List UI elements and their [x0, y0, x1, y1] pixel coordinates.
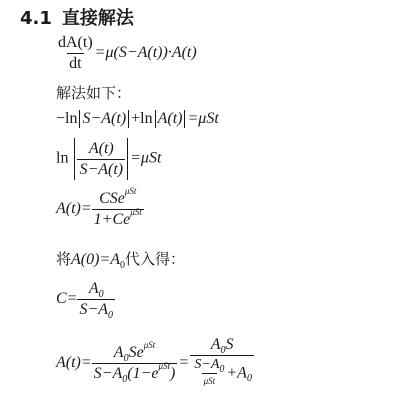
c-num-sub: 0 [98, 289, 104, 300]
sol-fraction [92, 186, 144, 228]
final1-num-tail: Se [128, 344, 144, 362]
ode-equation [56, 34, 197, 72]
final2-inner-fraction [192, 357, 226, 391]
c-fraction [77, 280, 115, 321]
log2-den: S−A(t) [79, 160, 124, 178]
section-heading [20, 4, 134, 30]
log1-mid: +ln [131, 110, 153, 127]
final1-den-exp: μSt [158, 360, 171, 371]
final1-fraction [92, 340, 178, 385]
log1-arg1: S−A(t) [82, 110, 127, 127]
c-den-sub: 0 [108, 309, 114, 321]
log1-left: −ln [56, 110, 78, 127]
ode-rhs: =μ(S−A(t))·A(t) [94, 43, 197, 61]
c-lhs: C= [56, 289, 78, 307]
final2-num: A [210, 336, 221, 353]
constant-c [56, 280, 115, 321]
final-eq: = [179, 353, 189, 371]
ode-lhs-num: dA(t) [58, 34, 93, 51]
log1-rhs: =μSt [187, 110, 219, 127]
abs-bar [127, 138, 128, 180]
final2-den-tail: +A [226, 364, 247, 382]
final1-den-close: ) [170, 364, 176, 382]
final1-num: A [113, 344, 124, 362]
final2-num-tail: S [225, 336, 234, 353]
final1-den: S−A [93, 364, 123, 382]
substitution-post: 代入得： [125, 250, 186, 268]
final2-den-num-sub: 0 [219, 363, 225, 375]
c-num: A [88, 280, 99, 297]
abs-bar [155, 110, 156, 128]
final-lhs: A(t)= [56, 353, 92, 371]
c-den: S−A [79, 300, 109, 318]
substitution-text [56, 248, 185, 269]
log2-num: A(t) [88, 139, 114, 157]
abs-bar [184, 110, 185, 128]
final1-den-tail: (1−e [127, 364, 159, 382]
substitution-cond: A(0)=A [71, 251, 121, 268]
log2-ln: ln [56, 149, 69, 167]
final1-num-sub: 0 [123, 353, 129, 365]
final2-den-tail-sub: 0 [246, 373, 252, 385]
sol-den-exp: μSt [130, 206, 142, 217]
log2-rhs: =μSt [130, 149, 162, 167]
log2-fraction [77, 140, 125, 178]
sol-lhs: A(t)= [56, 199, 92, 217]
sol-den: 1+Ce [93, 210, 131, 228]
substitution-sub: 0 [120, 260, 126, 271]
final-solution [56, 336, 254, 390]
final2-den-exp: μSt [203, 375, 216, 386]
section-number: 4.1 [20, 8, 52, 29]
final1-den-sub: 0 [122, 373, 128, 385]
ode-lhs-den: dt [69, 54, 82, 72]
sol-num-exp: μSt [124, 186, 137, 196]
abs-bar [74, 138, 75, 180]
abs-bar [128, 110, 129, 128]
abs-bar [79, 110, 80, 128]
ode-derivative [56, 34, 95, 72]
log-equation-2 [56, 138, 161, 180]
final2-fraction [190, 336, 254, 390]
final2-den-num: S−A [194, 356, 220, 372]
solution-intro: 解法如下： [56, 84, 132, 102]
section-title: 直接解法 [61, 8, 134, 29]
log-equation-1 [56, 110, 219, 128]
log1-arg2: A(t) [157, 110, 183, 127]
general-solution [56, 186, 144, 228]
substitution-pre: 将 [56, 250, 72, 268]
sol-num: CSe [99, 190, 125, 207]
final1-num-exp: μSt [143, 340, 156, 351]
final2-num-sub: 0 [220, 345, 226, 356]
